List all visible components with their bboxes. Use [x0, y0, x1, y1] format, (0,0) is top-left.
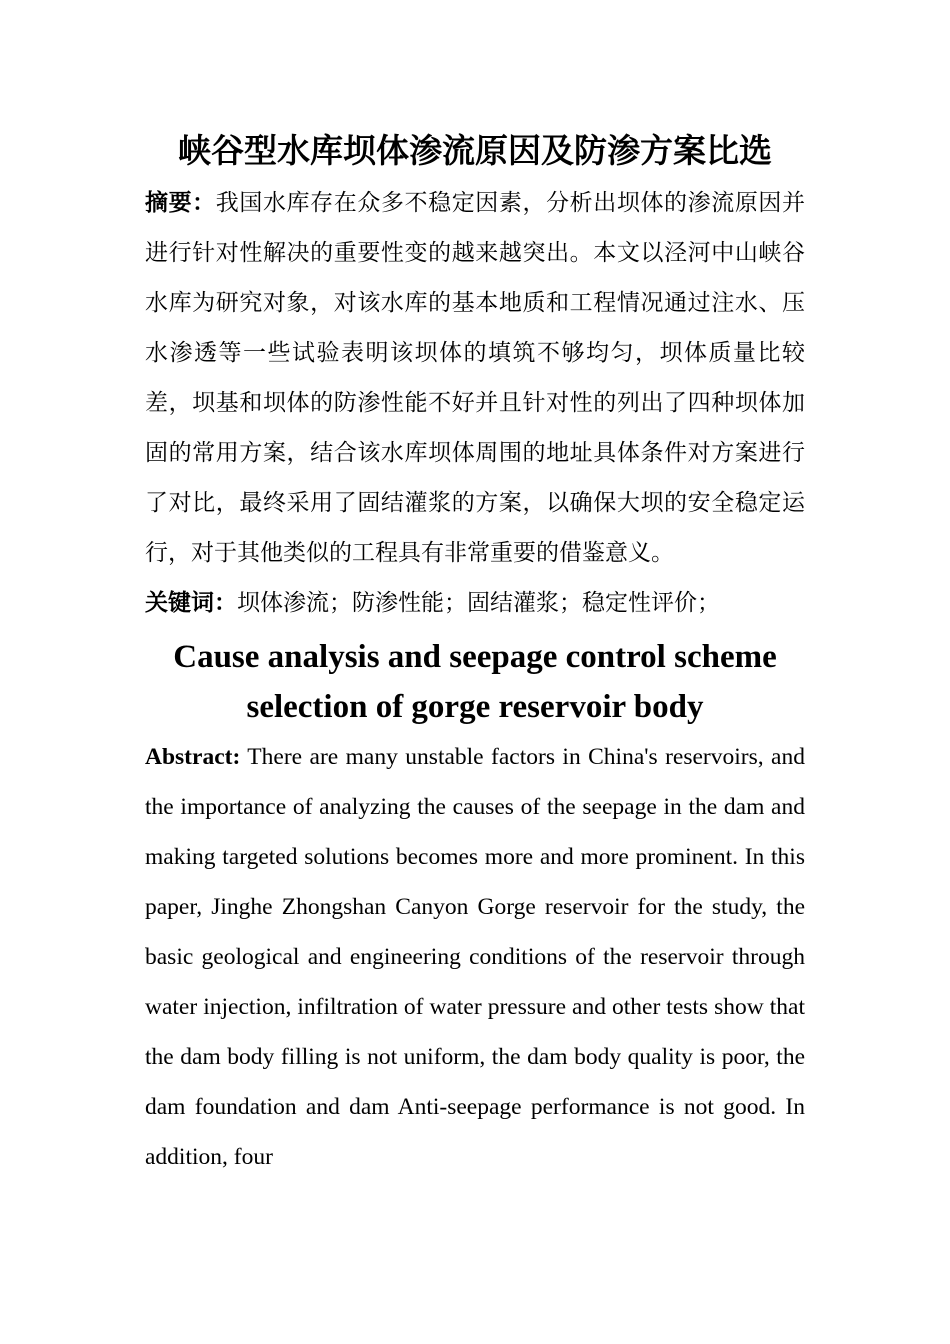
chinese-keywords-text: 坝体渗流；防渗性能；固结灌浆；稳定性评价；	[237, 590, 720, 616]
english-abstract-label: Abstract:	[145, 744, 241, 770]
chinese-title: 峡谷型水库坝体渗流原因及防渗方案比选	[178, 131, 772, 170]
chinese-keywords	[145, 578, 805, 628]
document-page	[145, 128, 805, 1182]
chinese-abstract-label: 摘要：	[145, 190, 216, 216]
chinese-abstract	[145, 178, 805, 578]
english-abstract	[145, 732, 805, 1182]
chinese-abstract-text: 我国水库存在众多不稳定因素，分析出坝体的渗流原因并进行针对性解决的重要性变的越来越突出。本文以泾河中山峡谷水库为研究对象，对该水库的基本地质和工程情况通过注水、压水渗透等一些试验表明该坝体的填筑不够均匀，坝体质量比较差，坝基和坝体的防渗性能不好并且针对性的列出了四种坝体加固的常用方案，结合该水库坝体周围的地址具体条件对方案进行了对比，最终采用了固结灌浆的方案，以确保大坝的安全稳定运行，对于其他类似的工程具有非常重要的借鉴意义。	[145, 190, 806, 566]
english-abstract-text: There are many unstable factors in China's reservoirs, and the importance of analyzing the causes of the seepage in the dam and making targeted solutions becomes more and more prominent. In this paper, Jinghe Zhongshan Canyon Gorge reservoir for the study, the basic geological and engineering conditions of the reservoir through water injection, infiltration of water pressure and other tests show that the dam body filling is not uniform, the dam body quality is poor, the dam foundation and dam Anti-seepage performance is not good. In addition, four	[145, 744, 805, 1170]
chinese-keywords-label: 关键词：	[145, 590, 237, 616]
english-title: Cause analysis and seepage control scheme selection of gorge reservoir body	[173, 639, 777, 725]
